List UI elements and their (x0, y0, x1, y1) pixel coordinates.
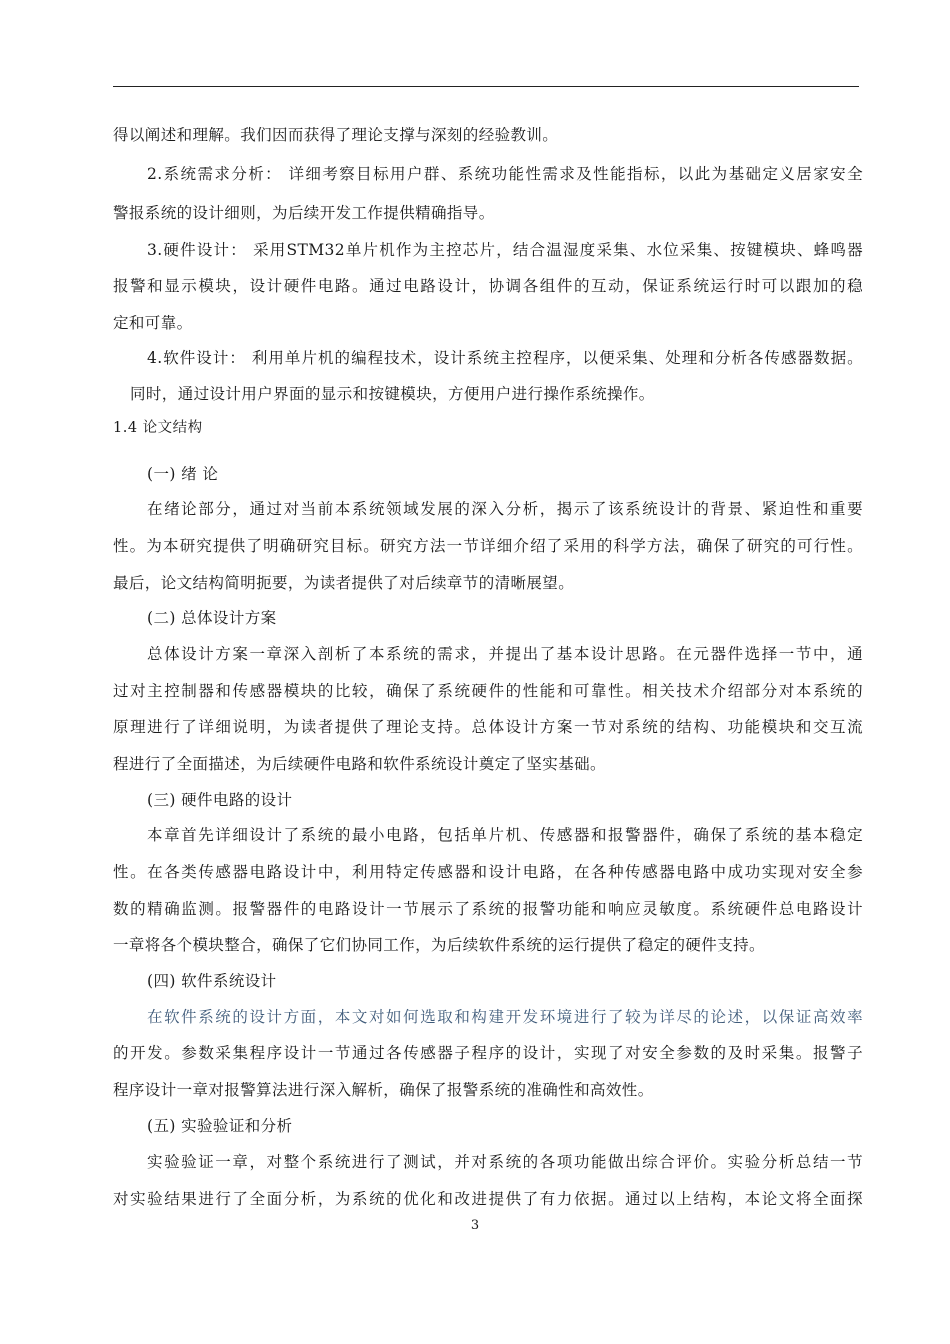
paragraph-line: 2.系统需求分析： 详细考察目标用户群、系统功能性需求及性能指标，以此为基础定义居家安全 (147, 165, 863, 183)
paragraph-line: 3.硬件设计： 采用STM32单片机作为主控芯片，结合温湿度采集、水位采集、按键模块、蜂鸣器 (147, 241, 863, 259)
paragraph-line: 数的精确监测。报警器件的电路设计一节展示了系统的报警功能和响应灵敏度。系统硬件总电路设计 (113, 900, 863, 918)
paragraph-line: 在绪论部分，通过对当前本系统领域发展的深入分析，揭示了该系统设计的背景、紧迫性和重要 (147, 500, 863, 518)
paragraph-line: 本章首先详细设计了系统的最小电路，包括单片机、传感器和报警器件，确保了系统的基本稳定 (147, 826, 863, 844)
paragraph-line: 过对主控制器和传感器模块的比较，确保了系统硬件的性能和可靠性。相关技术介绍部分对本系统的 (113, 682, 863, 700)
paragraph-line: 最后，论文结构简明扼要，为读者提供了对后续章节的清晰展望。 (113, 574, 575, 592)
paragraph-line: 对实验结果进行了全面分析，为系统的优化和改进提供了有力依据。通过以上结构，本论文将全面探 (113, 1190, 863, 1208)
paragraph-line: 总体设计方案一章深入剖析了本系统的需求，并提出了基本设计思路。在元器件选择一节中，通 (147, 645, 863, 663)
paragraph-line: 原理进行了详细说明，为读者提供了理论支持。总体设计方案一节对系统的结构、功能模块和交互流 (113, 718, 863, 736)
paragraph-line: 得以阐述和理解。我们因而获得了理论支撑与深刻的经验教训。 (113, 126, 559, 144)
paragraph-line: 报警和显示模块，设计硬件电路。通过电路设计，协调各组件的互动，保证系统运行时可以跟加的稳 (113, 277, 863, 295)
paragraph-line: 性。在各类传感器电路设计中，利用特定传感器和设计电路，在各种传感器电路中成功实现对安全参 (113, 863, 863, 881)
paragraph-line: 在软件系统的设计方面，本文对如何选取和构建开发环境进行了较为详尽的论述，以保证高效率 (147, 1008, 863, 1026)
paragraph-line: 4.软件设计： 利用单片机的编程技术，设计系统主控程序，以便采集、处理和分析各传感器数据。 (147, 349, 863, 367)
paragraph-line: 程序设计一章对报警算法进行深入解析，确保了报警系统的准确性和高效性。 (113, 1081, 654, 1099)
paragraph-line: 实验验证一章，对整个系统进行了测试，并对系统的各项功能做出综合评价。实验分析总结一节 (147, 1153, 863, 1171)
paragraph-line: 警报系统的设计细则，为后续开发工作提供精确指导。 (113, 204, 495, 222)
page-number: 3 (470, 1218, 480, 1233)
paragraph-line: 的开发。参数采集程序设计一节通过各传感器子程序的设计，实现了对安全参数的及时采集。报警子 (113, 1044, 863, 1062)
paragraph-line: 定和可靠。 (113, 314, 193, 332)
paragraph-line: 性。为本研究提供了明确研究目标。研究方法一节详细介绍了采用的科学方法，确保了研究的可行性。 (113, 537, 863, 555)
subsection-heading: (五) 实验验证和分析 (147, 1117, 293, 1135)
subsection-heading: (二) 总体设计方案 (147, 609, 277, 627)
paragraph-line: 同时，通过设计用户界面的显示和按键模块，方便用户进行操作系统操作。 (130, 385, 655, 403)
section-heading: 1.4 论文结构 (113, 420, 203, 436)
paragraph-line: 一章将各个模块整合，确保了它们协同工作，为后续软件系统的运行提供了稳定的硬件支持。 (113, 936, 765, 954)
paragraph-line: 程进行了全面描述，为后续硬件电路和软件系统设计奠定了坚实基础。 (113, 755, 606, 773)
subsection-heading: (三) 硬件电路的设计 (147, 791, 293, 809)
subsection-heading: (一) 绪 论 (147, 465, 219, 483)
subsection-heading: (四) 软件系统设计 (147, 972, 277, 990)
header-rule (113, 86, 859, 87)
